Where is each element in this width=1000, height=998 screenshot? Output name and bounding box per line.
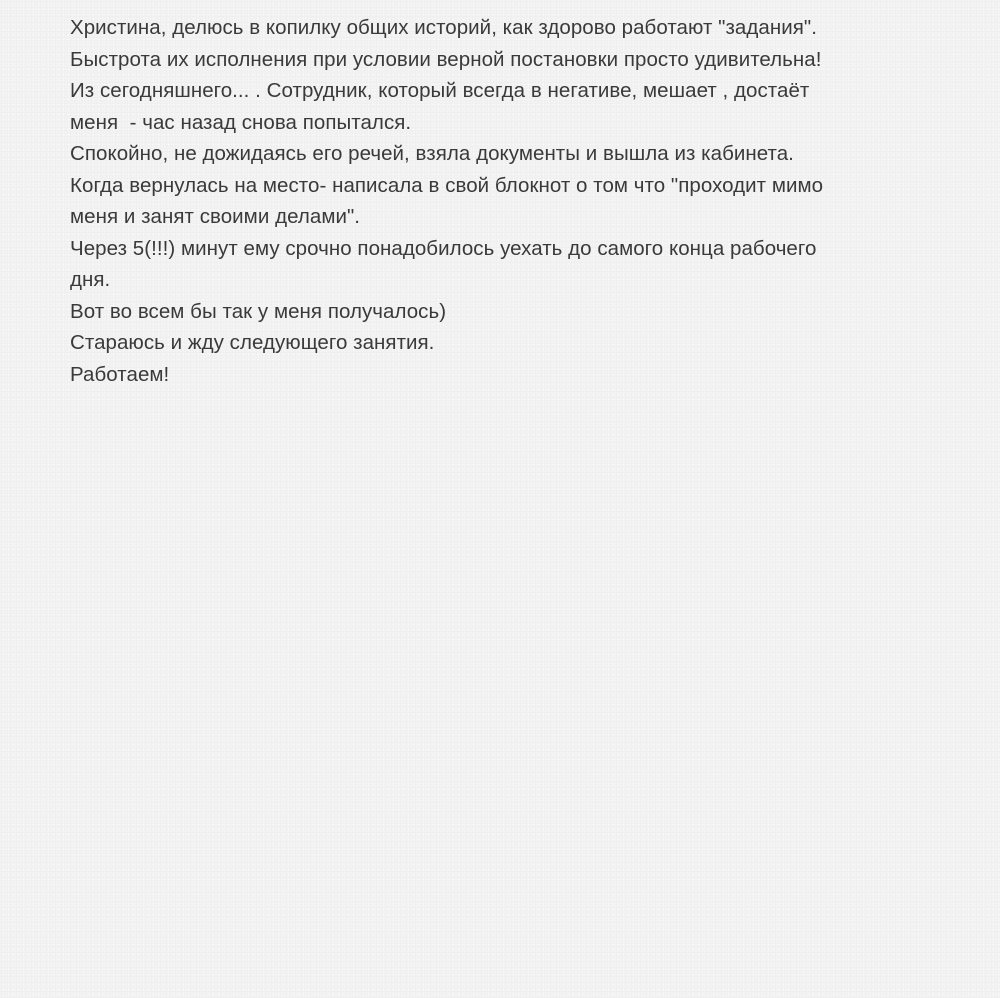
note-line: Стараюсь и жду следующего занятия.	[70, 331, 435, 354]
note-line: Вот во всем бы так у меня получалось)	[70, 299, 447, 323]
note-line: Спокойно, не дожидаясь его речей, взяла документы и вышла из кабинета.	[70, 142, 794, 165]
note-line: меня - час назад снова попытался.	[70, 110, 412, 134]
note-line: Через 5(!!!) минут ему срочно понадобилось уехать до самого конца рабочего	[70, 236, 817, 260]
note-line: Из сегодняшнего... . Сотрудник, который всегда в негативе, мешает , достаёт	[70, 79, 810, 102]
note-line: Быстрота их исполнения при условии верной постановки просто удивительна!	[70, 47, 822, 71]
note-line: меня и занят своими делами".	[70, 205, 361, 228]
note-body-text[interactable]	[70, 12, 940, 390]
note-line: Когда вернулась на место- написала в свой блокнот о том что "проходит мимо	[70, 173, 824, 197]
note-line: Работаем!	[70, 362, 170, 386]
note-line: дня.	[70, 268, 111, 291]
note-line: Христина, делюсь в копилку общих историй, как здорово работают "задания".	[70, 16, 817, 39]
